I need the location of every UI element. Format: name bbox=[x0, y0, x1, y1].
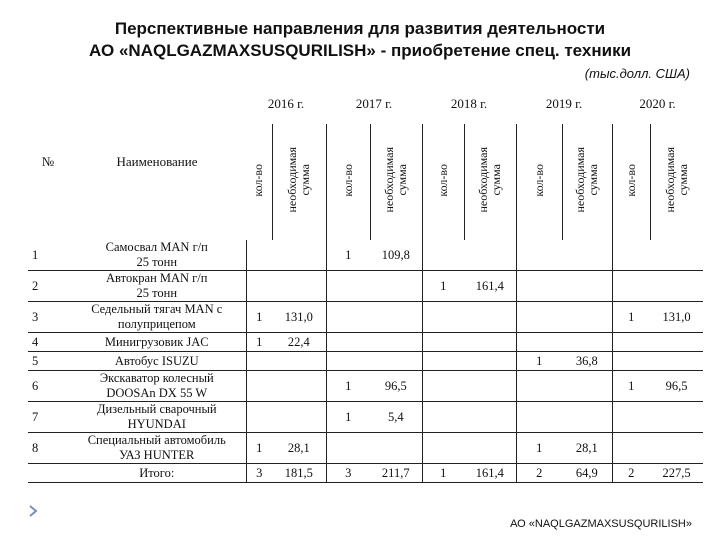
cell-2020-qty bbox=[612, 271, 650, 302]
cell-2016-sum: 22,4 bbox=[272, 333, 326, 352]
header-sum: необходимая сумма bbox=[285, 147, 312, 213]
cell-2018-sum bbox=[464, 433, 516, 464]
row-number: 8 bbox=[32, 441, 39, 455]
row-number: 2 bbox=[32, 279, 39, 293]
cell-2018-qty bbox=[422, 402, 464, 433]
cell-2019-qty bbox=[516, 302, 562, 333]
cell-2020-sum: 96,5 bbox=[665, 379, 688, 393]
cell-2016-qty: 1 bbox=[256, 310, 263, 324]
row-number: 5 bbox=[32, 354, 39, 368]
header-name: Наименование bbox=[116, 154, 198, 169]
total-2016-qty: 3 bbox=[256, 466, 263, 480]
total-2019-sum: 64,9 bbox=[562, 464, 612, 483]
footer-company: АО «NAQLGAZMAXSUSQURILISH» bbox=[510, 518, 692, 530]
total-2018-sum: 161,4 bbox=[464, 464, 516, 483]
cell-2017-sum bbox=[370, 302, 422, 333]
title-line-2: АО «NAQLGAZMAXSUSQURILISH» - приобретение спец. техники bbox=[88, 41, 632, 60]
row-name: Специальный автомобиль УАЗ HUNTER bbox=[68, 433, 246, 464]
cell-2016-qty bbox=[246, 271, 272, 302]
cell-2016-qty: 1 bbox=[256, 335, 263, 349]
cell-2016-qty: 1 bbox=[256, 441, 263, 455]
cell-2018-sum bbox=[464, 352, 516, 371]
cell-2018-sum bbox=[464, 402, 516, 433]
header-qty: кол-во bbox=[340, 163, 355, 197]
cell-2019-qty bbox=[516, 271, 562, 302]
cell-2017-qty: 1 bbox=[345, 410, 352, 424]
header-year-2018: 2018 г. bbox=[450, 96, 488, 111]
cell-2018-sum bbox=[464, 240, 516, 271]
table-row bbox=[28, 333, 703, 352]
cell-2016-qty bbox=[246, 352, 272, 371]
cell-2019-sum bbox=[562, 271, 612, 302]
table-row bbox=[28, 402, 703, 433]
total-label: Итого: bbox=[68, 464, 246, 483]
cell-2018-qty bbox=[422, 352, 464, 371]
cell-2019-sum bbox=[562, 240, 612, 271]
cell-2019-qty bbox=[516, 402, 562, 433]
cell-2016-sum: 131,0 bbox=[272, 302, 326, 333]
cell-2017-qty: 1 bbox=[345, 379, 352, 393]
header-year-2019: 2019 г. bbox=[545, 96, 583, 111]
cell-2017-sum bbox=[370, 333, 422, 352]
header-qty: кол-во bbox=[531, 163, 546, 197]
row-number: 3 bbox=[32, 310, 39, 324]
cell-2020-sum bbox=[650, 271, 703, 302]
next-slide-arrow-icon[interactable] bbox=[26, 504, 40, 518]
equipment-table bbox=[28, 84, 703, 483]
cell-2016-qty bbox=[246, 371, 272, 402]
cell-2020-qty bbox=[612, 433, 650, 464]
total-2019-qty: 2 bbox=[536, 466, 543, 480]
cell-2016-sum bbox=[272, 402, 326, 433]
header-sum: необходимая сумма bbox=[573, 147, 600, 213]
header-sum: необходимая сумма bbox=[476, 147, 503, 213]
header-year-2016: 2016 г. bbox=[267, 96, 305, 111]
row-number: 4 bbox=[32, 335, 39, 349]
header-sum: необходимая сумма bbox=[662, 147, 690, 213]
cell-2017-qty bbox=[326, 333, 370, 352]
title-line-1: Перспективные направления для развития деятельности bbox=[114, 19, 606, 38]
table-row bbox=[28, 240, 703, 271]
table-row bbox=[28, 302, 703, 333]
cell-2017-qty bbox=[326, 352, 370, 371]
cell-2018-qty bbox=[422, 302, 464, 333]
cell-2020-qty bbox=[612, 352, 650, 371]
cell-2020-qty bbox=[612, 240, 650, 271]
cell-2016-qty bbox=[246, 240, 272, 271]
cell-2020-qty: 1 bbox=[628, 379, 635, 393]
cell-2017-sum bbox=[370, 271, 422, 302]
cell-2016-sum bbox=[272, 240, 326, 271]
cell-2019-sum bbox=[562, 402, 612, 433]
table-row bbox=[28, 271, 703, 302]
row-name: Самосвал MAN г/п 25 тонн bbox=[68, 240, 246, 271]
row-name: Автобус ISUZU bbox=[68, 352, 246, 371]
row-number: 7 bbox=[32, 410, 39, 424]
row-name: Седельный тягач MAN с полуприцепом bbox=[68, 302, 246, 333]
header-year-2017: 2017 г. bbox=[355, 96, 393, 111]
header-qty: кол-во bbox=[623, 163, 638, 197]
header-qty: кол-во bbox=[251, 163, 266, 197]
cell-2019-sum bbox=[562, 371, 612, 402]
cell-2019-qty bbox=[516, 333, 562, 352]
cell-2017-sum: 109,8 bbox=[370, 240, 422, 271]
cell-2019-qty bbox=[516, 240, 562, 271]
cell-2019-qty: 1 bbox=[536, 441, 543, 455]
header-qty: кол-во bbox=[435, 163, 450, 197]
cell-2020-sum bbox=[650, 240, 703, 271]
cell-2017-qty bbox=[326, 271, 370, 302]
header-number: № bbox=[41, 154, 55, 169]
cell-2018-sum bbox=[464, 333, 516, 352]
units-note: (тыс.долл. США) bbox=[584, 66, 690, 81]
cell-2017-sum bbox=[370, 433, 422, 464]
cell-2020-sum bbox=[650, 433, 703, 464]
cell-2016-sum bbox=[272, 371, 326, 402]
cell-2020-sum bbox=[650, 402, 703, 433]
cell-2017-sum bbox=[370, 352, 422, 371]
total-2020-sum: 227,5 bbox=[662, 466, 691, 480]
total-2020-qty: 2 bbox=[628, 466, 635, 480]
cell-2017-qty bbox=[326, 302, 370, 333]
cell-2019-sum: 28,1 bbox=[562, 433, 612, 464]
slide-title bbox=[0, 18, 720, 62]
cell-2017-sum: 96,5 bbox=[370, 371, 422, 402]
cell-2018-qty bbox=[422, 240, 464, 271]
cell-2019-sum: 36,8 bbox=[562, 352, 612, 371]
total-2018-qty: 1 bbox=[440, 466, 447, 480]
cell-2017-sum: 5,4 bbox=[370, 402, 422, 433]
cell-2020-qty: 1 bbox=[628, 310, 635, 324]
cell-2018-sum bbox=[464, 371, 516, 402]
row-number: 1 bbox=[32, 248, 39, 262]
row-name: Минигрузовик JAC bbox=[68, 333, 246, 352]
table-row bbox=[28, 371, 703, 402]
cell-2018-sum: 161,4 bbox=[464, 271, 516, 302]
cell-2020-qty bbox=[612, 402, 650, 433]
cell-2016-sum: 28,1 bbox=[272, 433, 326, 464]
total-2017-sum: 211,7 bbox=[370, 464, 422, 483]
table-row bbox=[28, 433, 703, 464]
total-2016-sum: 181,5 bbox=[272, 464, 326, 483]
row-name: Автокран MAN г/п 25 тонн bbox=[68, 271, 246, 302]
row-name: Экскаватор колесный DOOSAn DX 55 W bbox=[68, 371, 246, 402]
header-year-2020: 2020 г. bbox=[639, 96, 676, 111]
cell-2019-sum bbox=[562, 302, 612, 333]
cell-2019-qty: 1 bbox=[536, 354, 543, 368]
cell-2017-qty bbox=[326, 433, 370, 464]
cell-2018-qty: 1 bbox=[440, 279, 447, 293]
cell-2018-qty bbox=[422, 433, 464, 464]
cell-2020-qty bbox=[612, 333, 650, 352]
table-row bbox=[28, 352, 703, 371]
cell-2019-sum bbox=[562, 333, 612, 352]
cell-2018-sum bbox=[464, 302, 516, 333]
total-row bbox=[28, 464, 703, 483]
cell-2016-sum bbox=[272, 352, 326, 371]
cell-2020-sum bbox=[650, 352, 703, 371]
cell-2018-qty bbox=[422, 371, 464, 402]
cell-2020-sum: 131,0 bbox=[662, 310, 691, 324]
cell-2020-sum bbox=[650, 333, 703, 352]
cell-2016-sum bbox=[272, 271, 326, 302]
cell-2019-qty bbox=[516, 371, 562, 402]
cell-2017-qty: 1 bbox=[345, 248, 352, 262]
row-name: Дизельный сварочный HYUNDAI bbox=[68, 402, 246, 433]
header-sum: необходимая сумма bbox=[382, 147, 409, 213]
row-number: 6 bbox=[32, 379, 39, 393]
total-2017-qty: 3 bbox=[345, 466, 352, 480]
cell-2016-qty bbox=[246, 402, 272, 433]
cell-2018-qty bbox=[422, 333, 464, 352]
